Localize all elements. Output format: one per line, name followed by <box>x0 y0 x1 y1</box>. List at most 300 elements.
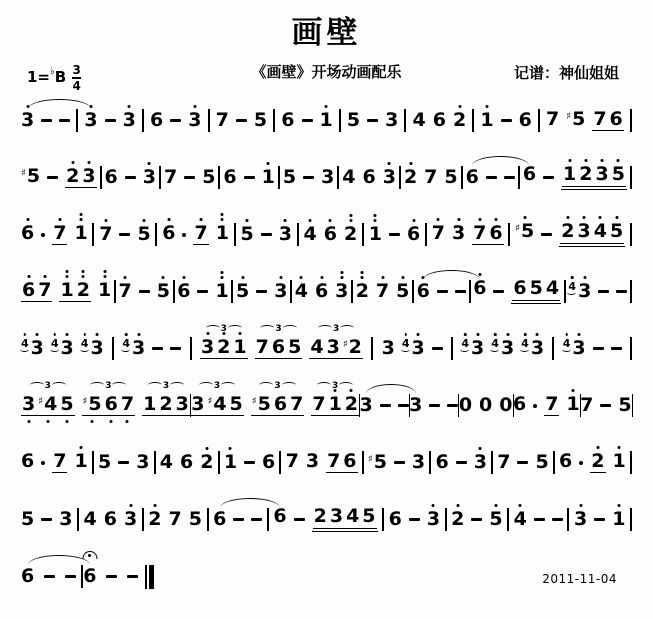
octave-dot-above <box>617 159 620 162</box>
duration-dash <box>139 290 150 293</box>
score-line <box>0 149 653 206</box>
barline <box>155 223 157 246</box>
measure <box>162 221 229 246</box>
barline <box>552 337 554 360</box>
rest-note <box>499 396 512 415</box>
measure <box>21 449 88 474</box>
note <box>52 221 67 246</box>
note <box>21 567 34 586</box>
barline <box>337 166 339 189</box>
sharp-icon: ♯ <box>515 223 521 235</box>
barline <box>451 337 453 360</box>
note <box>160 453 173 472</box>
tuplet-bracket <box>200 325 248 334</box>
octave-dot-above <box>361 276 364 279</box>
group-digits <box>143 392 189 415</box>
note-digit: 3 <box>501 339 514 358</box>
score-line <box>0 92 653 149</box>
note <box>451 510 464 529</box>
duration-dash <box>41 119 52 122</box>
note <box>435 453 448 472</box>
note <box>324 225 337 244</box>
note-digit: 6 <box>150 109 164 131</box>
duration-dash <box>486 176 497 179</box>
note-digit: 1 <box>612 510 625 529</box>
barline <box>538 109 540 132</box>
octave-dot-above <box>82 275 85 278</box>
octave-dot-above <box>583 276 586 279</box>
duration-dash <box>593 347 604 350</box>
note-digit: 5 <box>610 222 623 241</box>
note-digit: 5 <box>282 166 297 188</box>
octave-dot-above <box>309 219 312 222</box>
note-digit: 6 <box>512 392 527 415</box>
note-digit: 6 <box>22 281 35 300</box>
note <box>97 278 112 301</box>
measure <box>382 339 443 358</box>
note <box>21 164 41 187</box>
sharp-icon: ♯ <box>82 395 88 407</box>
note-digit: 6 <box>407 225 420 244</box>
tuplet-number: 3 <box>332 380 339 391</box>
barline <box>425 223 427 246</box>
note <box>262 453 275 472</box>
measure <box>236 282 287 301</box>
octave-dot-above <box>43 275 46 278</box>
barline <box>553 451 555 474</box>
note-digit: 6 <box>223 166 237 188</box>
measure <box>213 510 262 529</box>
note-digit: 7 <box>215 109 229 131</box>
note <box>123 111 136 130</box>
duration-dash <box>429 404 440 407</box>
note <box>424 168 437 187</box>
note-digit: 5 <box>253 109 268 131</box>
note <box>612 510 625 529</box>
note-digit: 6 <box>435 451 449 473</box>
group-digits <box>251 392 304 415</box>
note-digit: 7 <box>432 224 445 243</box>
note-digit: 5 <box>489 510 502 529</box>
note <box>283 168 296 187</box>
octave-dot-above <box>26 218 29 221</box>
underline <box>193 221 208 246</box>
barline <box>630 508 632 531</box>
note-digit: 4 <box>295 282 308 301</box>
note-digit: 2 <box>344 225 357 244</box>
octave-dot-above <box>221 271 224 274</box>
underline <box>312 507 378 531</box>
octave-dot-above <box>205 447 208 450</box>
barline <box>491 451 493 474</box>
barline <box>159 166 161 189</box>
beamed-group <box>65 164 96 189</box>
note <box>489 510 502 529</box>
tuplet-arc <box>282 382 296 388</box>
octave-dot-above <box>83 333 86 336</box>
beamed-group <box>559 222 625 246</box>
barline <box>142 508 144 531</box>
note-digit: 5 <box>535 451 549 473</box>
octave-dot-above <box>566 216 569 219</box>
octave-dot-above <box>596 446 599 449</box>
octave-dot-above <box>241 276 244 279</box>
note-digit: 6 <box>21 224 34 243</box>
note-digit: 6 <box>21 565 35 587</box>
note-digit: 5 <box>444 166 458 188</box>
octave-dot-above <box>128 105 131 108</box>
note <box>74 449 88 472</box>
note <box>512 392 527 415</box>
barline <box>412 280 414 303</box>
note-digit: 6 <box>489 224 502 243</box>
note-digit: 6 <box>522 163 537 186</box>
barline <box>114 280 116 303</box>
duration-dash <box>127 575 138 578</box>
grace-note-group <box>521 339 544 358</box>
underline <box>21 278 52 303</box>
octave-dot-above <box>340 276 343 279</box>
octave-dot-above <box>221 213 224 216</box>
note-digit: 3 <box>577 222 590 241</box>
note-digit: 3 <box>136 451 150 473</box>
subtitle-row <box>0 61 653 82</box>
measure <box>546 107 624 132</box>
tuplet-group <box>21 380 75 417</box>
note-digit: 3 <box>572 339 585 358</box>
octave-dot-above <box>153 504 156 507</box>
measure <box>200 323 363 360</box>
measure <box>99 225 150 244</box>
duration-dash <box>471 518 482 521</box>
measure <box>431 221 504 246</box>
octave-dot-above <box>506 333 509 336</box>
tuplet-arc <box>339 382 353 388</box>
note <box>523 165 536 184</box>
group-digits <box>200 335 247 358</box>
group-digits <box>22 392 74 415</box>
augmentation-dot <box>182 233 186 237</box>
barline <box>339 109 341 132</box>
measure <box>105 168 156 187</box>
measure <box>98 453 149 472</box>
note-digit: 3 <box>574 510 587 529</box>
barline <box>399 166 401 189</box>
octave-dot-above <box>349 214 352 217</box>
note <box>84 510 97 529</box>
octave-dot-above <box>221 218 224 221</box>
note <box>216 111 229 130</box>
barline <box>92 223 94 246</box>
note-digit: 5 <box>396 282 409 301</box>
note <box>363 168 376 187</box>
tuplet-number: 3 <box>44 380 51 391</box>
measure <box>342 168 396 187</box>
underline <box>309 335 363 360</box>
duration-dash <box>65 575 76 578</box>
barline <box>290 280 292 303</box>
measure <box>389 510 440 529</box>
duration-dash <box>251 518 262 521</box>
barline <box>472 109 474 132</box>
octave-dot-above <box>58 218 61 221</box>
rest-note <box>479 396 492 415</box>
measure <box>21 278 112 303</box>
note <box>124 510 137 529</box>
tuplet-bracket <box>309 325 363 334</box>
note-digit: 3 <box>335 282 348 301</box>
measure <box>368 453 425 472</box>
octave-dot-above <box>124 276 127 279</box>
note-digit: 3 <box>359 394 373 416</box>
tuplet-arc <box>170 382 184 388</box>
note-digit: 5 <box>612 165 625 184</box>
note <box>431 221 445 244</box>
note-digit: 5 <box>236 282 249 301</box>
measure <box>369 225 420 244</box>
note-digit: 1 <box>224 453 237 472</box>
note <box>189 510 202 529</box>
barline <box>154 451 156 474</box>
note-digit: 6 <box>559 449 573 472</box>
note <box>618 396 631 415</box>
measure <box>122 339 181 358</box>
measure <box>216 111 267 130</box>
note-digit: 4 <box>412 109 426 131</box>
barline <box>112 337 114 360</box>
note-digit: 3 <box>578 282 591 301</box>
underline <box>200 335 248 360</box>
note-digit: 6 <box>273 505 287 528</box>
beamed-group <box>312 507 378 531</box>
duration-dash <box>184 176 195 179</box>
note <box>177 282 190 301</box>
underline <box>82 392 136 417</box>
note-digit: 3 <box>175 392 189 415</box>
octave-dot-above <box>221 276 224 279</box>
date: 2011-11-04 <box>542 572 617 586</box>
underline <box>512 279 560 301</box>
note-digit: 6 <box>271 335 286 358</box>
grace-note-group <box>491 339 514 358</box>
group-digits <box>191 392 243 415</box>
grace-note-digit: 4 <box>521 338 529 349</box>
note <box>295 282 308 301</box>
note-digit: 5 <box>288 335 302 358</box>
meter-denominator: 4 <box>72 78 81 93</box>
note <box>342 168 355 187</box>
score-line <box>0 206 653 263</box>
octave-dot-above <box>162 276 165 279</box>
note-digit: 3 <box>452 224 465 243</box>
measure <box>177 282 228 301</box>
tuplet-bracket <box>251 382 305 391</box>
note <box>200 453 213 472</box>
note-digit: 1 <box>60 281 73 300</box>
grace-note-group <box>563 339 586 358</box>
sharp-icon: ♯ <box>566 110 572 122</box>
beamed-group <box>511 279 561 303</box>
note-digit: 3 <box>143 168 156 187</box>
octave-dot-below <box>91 420 94 423</box>
duration-dash <box>197 290 208 293</box>
note-digit: 6 <box>162 224 175 243</box>
measure <box>160 453 214 472</box>
note-digit: 5 <box>202 166 216 188</box>
note <box>281 111 294 130</box>
measure <box>459 396 513 415</box>
sharp-icon: ♯ <box>367 454 373 465</box>
note-digit: 6 <box>465 166 479 188</box>
octave-dot-above <box>519 504 522 507</box>
note <box>580 396 593 415</box>
note-digit: 6 <box>609 107 623 130</box>
score-line <box>0 434 653 491</box>
note-digit: 6 <box>432 109 446 131</box>
measure <box>150 111 201 130</box>
octave-dot-above <box>478 218 481 221</box>
note-digit: 1 <box>369 225 382 244</box>
note <box>453 111 466 130</box>
note <box>148 510 161 529</box>
measure <box>273 507 377 531</box>
tuplet-bracket <box>190 382 244 391</box>
key-signature <box>27 64 81 92</box>
tuplet-arc <box>148 382 162 388</box>
tie-arc <box>28 555 90 565</box>
tuplet-arc <box>112 382 126 388</box>
note <box>84 111 97 130</box>
score-line <box>0 377 653 434</box>
note <box>164 168 177 187</box>
subtitle: 《画壁》开场动画配乐 <box>251 63 402 81</box>
note-digit: 5 <box>137 225 150 244</box>
octave-dot-above <box>495 218 498 221</box>
note-digit: 3 <box>427 510 440 529</box>
octave-dot-above <box>404 333 407 336</box>
note-digit: 1 <box>563 165 576 184</box>
tuplet-number: 3 <box>213 380 221 391</box>
tuplet-number: 3 <box>275 323 282 334</box>
octave-dot-above <box>458 105 461 108</box>
sharp-icon: ♯ <box>251 395 257 407</box>
note <box>444 168 457 187</box>
note <box>413 111 426 130</box>
measure <box>295 282 349 301</box>
octave-dot-above <box>66 333 69 336</box>
duration-dash <box>152 347 163 350</box>
measure <box>224 453 275 472</box>
grace-note-digit: 4 <box>21 338 29 349</box>
note-digit: 7 <box>593 107 607 130</box>
duration-dash <box>303 176 314 179</box>
barline <box>297 223 299 246</box>
duration-dash <box>456 461 467 464</box>
measure <box>84 510 138 529</box>
underline <box>65 164 96 189</box>
note-digit: 2 <box>451 510 464 529</box>
note <box>315 282 328 301</box>
tuplet-arc <box>30 382 44 388</box>
note <box>99 225 112 244</box>
barline <box>469 280 471 303</box>
note-digit: 7 <box>99 225 112 244</box>
octave-dot-above <box>599 216 602 219</box>
augmentation-dot <box>533 404 537 408</box>
note-digit: 3 <box>59 508 73 530</box>
note <box>574 510 587 529</box>
measure <box>404 168 458 187</box>
note-digit: 6 <box>180 451 194 473</box>
octave-dot-above <box>137 333 140 336</box>
note <box>544 392 559 417</box>
barline <box>445 508 447 531</box>
grace-note-group <box>21 339 44 358</box>
barline <box>429 451 431 474</box>
group-digits <box>593 107 623 130</box>
measure <box>515 222 625 246</box>
underline <box>255 335 303 360</box>
measure <box>568 282 627 301</box>
octave-dot-above <box>80 213 83 216</box>
note-digit: 3 <box>132 339 145 358</box>
octave-dot-above <box>279 276 282 279</box>
note-digit: 3 <box>409 394 423 416</box>
duration-dash <box>256 290 267 293</box>
grace-note-digit: 4 <box>563 338 571 349</box>
note-digit: 6 <box>324 225 337 244</box>
tuplet-number: 3 <box>332 323 340 334</box>
note-digit: 2 <box>217 338 230 357</box>
note <box>320 111 333 130</box>
note-digit: 2 <box>356 282 369 301</box>
note-digit: 5 <box>618 394 632 416</box>
octave-dot-above <box>568 159 571 162</box>
note-digit: 3 <box>305 449 320 472</box>
note-digit: 6 <box>177 282 190 301</box>
measure <box>409 396 458 415</box>
underline <box>511 279 561 303</box>
barline <box>362 451 364 474</box>
note <box>407 225 420 244</box>
note-digit: 5 <box>188 508 202 530</box>
note-digit: 3 <box>84 111 97 130</box>
note <box>590 449 605 474</box>
final-barline <box>145 565 154 589</box>
note-digit: 3 <box>274 282 287 301</box>
barline <box>142 109 144 132</box>
octave-dot-above <box>82 270 85 273</box>
octave-dot-above <box>409 162 412 165</box>
octave-dot-above <box>476 333 479 336</box>
barline <box>100 166 102 189</box>
duration-dash <box>233 518 244 521</box>
octave-dot-above <box>193 105 196 108</box>
note-digit: 3 <box>201 338 214 357</box>
note <box>137 225 150 244</box>
note <box>262 168 275 187</box>
note <box>514 510 527 529</box>
note-digit: ♯5 <box>251 392 271 415</box>
octave-dot-above <box>583 216 586 219</box>
barline <box>207 508 209 531</box>
group-digits <box>255 335 302 358</box>
note <box>321 168 334 187</box>
underline <box>592 107 623 132</box>
octave-dot-above <box>143 219 146 222</box>
barline <box>382 508 384 531</box>
note-digit: 3 <box>123 111 136 130</box>
